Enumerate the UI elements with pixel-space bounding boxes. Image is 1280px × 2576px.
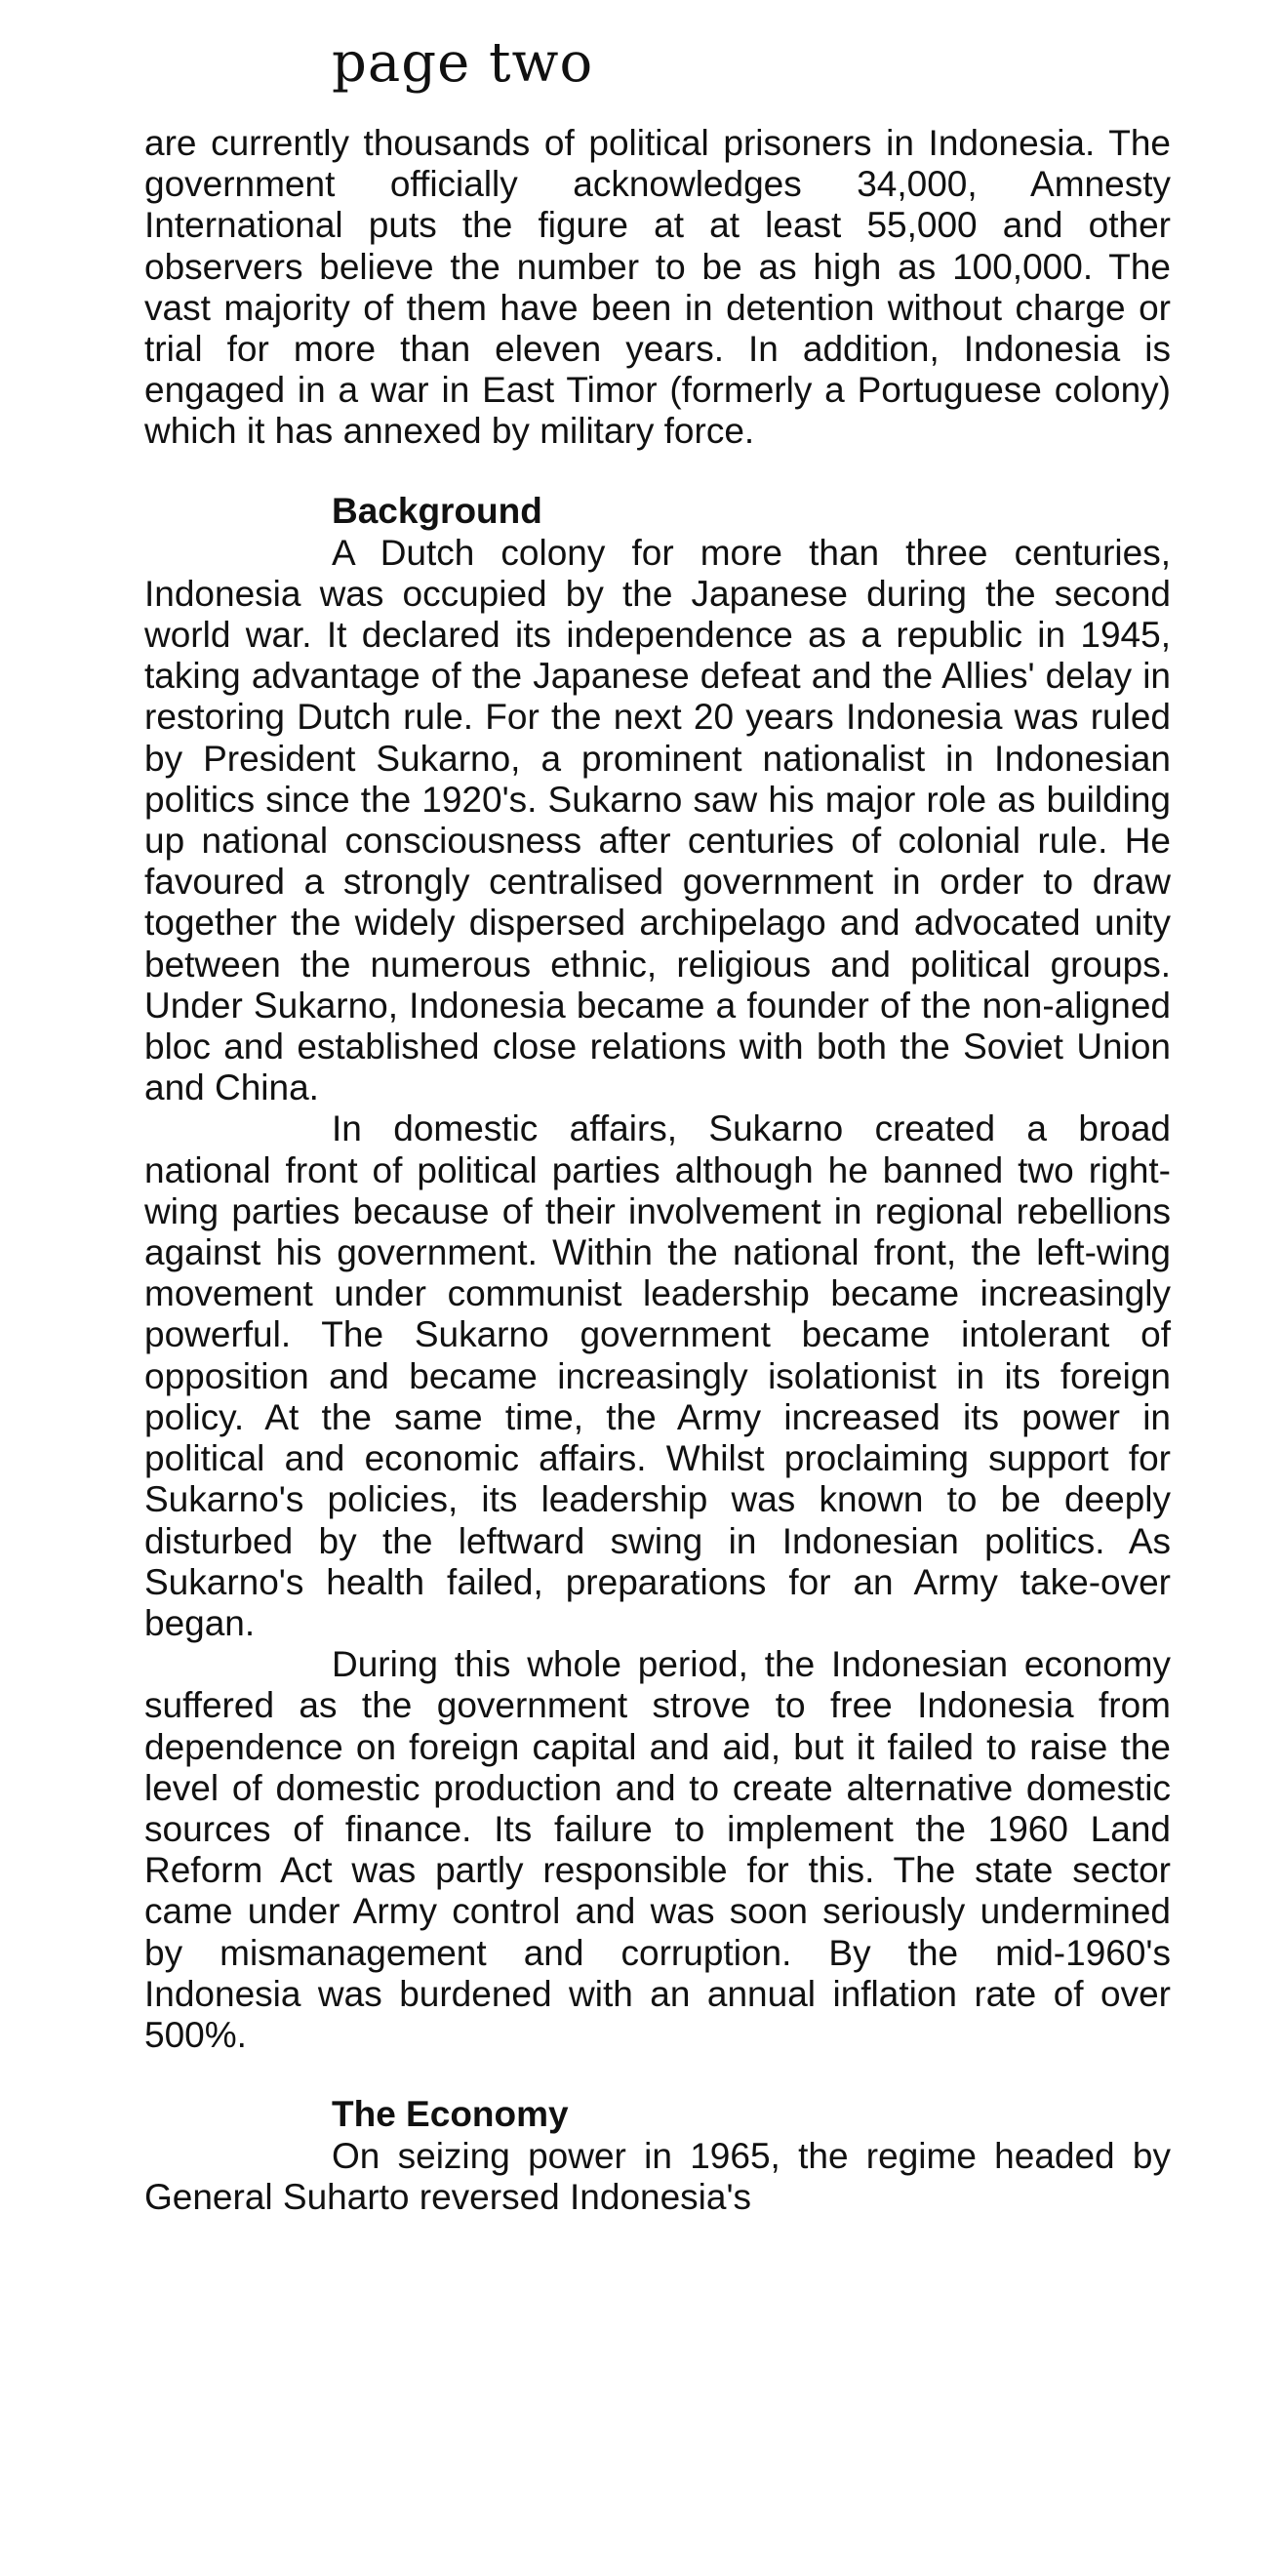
background-paragraph-1: A Dutch colony for more than three centuries, Indonesia was occupied by the Japanese during the second world war. It declared its independence as a republic in 1945, taking advantage of the Japanese defeat and the Allies' delay in restoring Dutch rule. For the next 20 years Indonesia was ruled by President Sukarno, a prominent nationalist in Indonesian politics since the 1920's. Sukarno saw his major role as building up national consciousness after centuries of colonial rule. He favoured a strongly centralised government in order to draw together the widely dispersed archipelago and advocated unity between the numerous ethnic, religious and political groups. Under Sukarno, Indonesia became a founder of the non-aligned bloc and established close relations with both the Soviet Union and China. — [144, 532, 1171, 1108]
intro-paragraph: are currently thousands of political prisoners in Indonesia. The government officially acknowledges 34,000, Amnesty International puts the figure at at least 55,000 and other observers believe the number to be as high as 100,000. The vast majority of them have been in detention without charge or trial for more than eleven years. In addition, Indonesia is engaged in a war in East Timor (formerly a Portuguese colony) which it has annexed by military force. — [144, 123, 1171, 452]
section-heading-background: Background — [332, 490, 542, 531]
section-heading-economy: The Economy — [332, 2094, 569, 2135]
page-title: page two — [332, 31, 594, 95]
background-paragraph-2: In domestic affairs, Sukarno created a broad national front of political parties although he banned two right-wing parties because of their involvement in regional rebellions against his government. Within the national front, the left-wing movement under communist leadership became increasingly powerful. The Sukarno government became intolerant of opposition and became increasingly isolationist in its foreign policy. At the same time, the Army increased its power in political and economic affairs. Whilst proclaiming support for Sukarno's policies, its leadership was known to be deeply disturbed by the leftward swing in Indonesian politics. As Sukarno's health failed, preparations for an Army take-over began. — [144, 1108, 1171, 1643]
economy-paragraph-1: On seizing power in 1965, the regime headed by General Suharto reversed Indonesia's — [144, 2136, 1171, 2218]
background-paragraph-3: During this whole period, the Indonesian economy suffered as the government strove to free Indonesia from dependence on foreign capital and aid, but it failed to raise the level of domestic production and to create alternative domestic sources of finance. Its failure to implement the 1960 Land Reform Act was partly responsible for this. The state sector came under Army control and was soon seriously undermined by mismanagement and corruption. By the mid-1960's Indonesia was burdened with an annual inflation rate of over 500%. — [144, 1644, 1171, 2055]
article-body — [144, 123, 1171, 2219]
